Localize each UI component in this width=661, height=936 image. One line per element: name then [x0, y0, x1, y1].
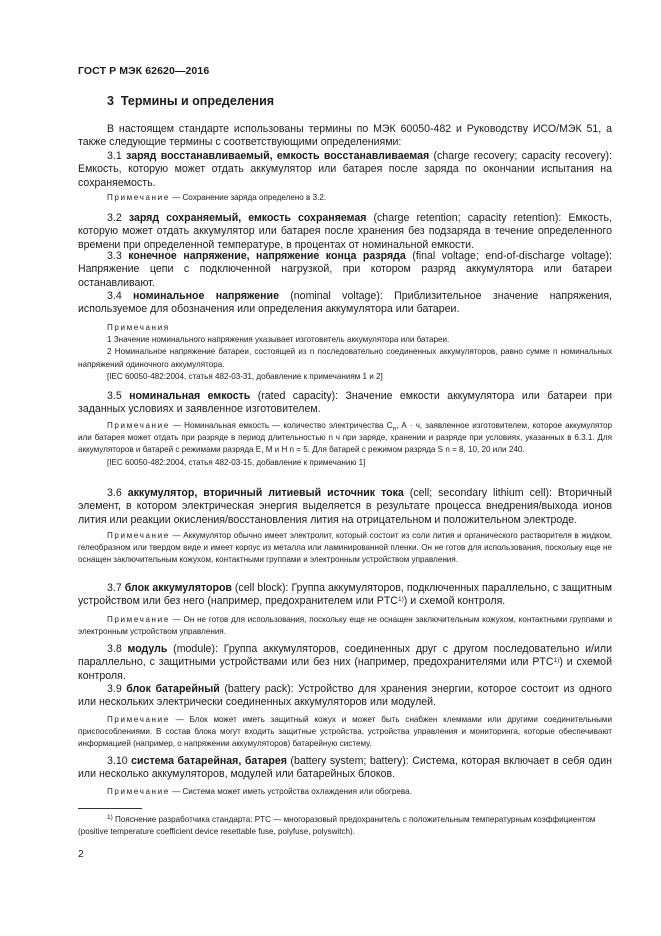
term-definition: (cell; secondary lithium cell): Вторичный элемент, в котором электрическая энергия выделяется в результате процесса внедрения/выхода ионов лития или реакции окисления/восстановления лития на отрицательном и положительном электроде.	[78, 487, 612, 526]
term-3-8	[78, 643, 612, 683]
term-3-2	[78, 212, 612, 252]
term-number: 3.6	[107, 487, 122, 499]
term-name: заряд сохраняемый, емкость сохраняемая	[128, 212, 367, 224]
term-number: 3.7	[107, 582, 122, 594]
intro-paragraph: В настоящем стандарте использованы термины по МЭК 60050-482 и Руководству ИСО/МЭК 51, а также следующие термины с соответствующими определениями:	[78, 123, 612, 149]
term-definition: (nominal voltage): Приблизительное значение напряжения, используемое для обозначения или определения аккумулятора или батареи.	[78, 290, 612, 316]
term-definition: (charge retention; capacity retention): Емкость, которую может отдать аккумулятор или батарея после хранения без подзаряда в течение определенного времени при определенной температуре, в процентах от номинальной емкости.	[78, 212, 612, 251]
note-text: — Сохранение заряда определено в 3.2.	[172, 193, 327, 202]
document-header: ГОСТ Р МЭК 62620—2016	[78, 65, 210, 77]
term-3-7	[78, 582, 612, 609]
term-3-4	[78, 290, 612, 317]
note-text: — Он не готов для использования, поскольку еще не оснащен заключительным кожухом, контактными группами и электронным устройством управления.	[78, 615, 612, 637]
term-definition: (battery system; battery): Система, которая включает в себя один или несколько аккумуляторов, модулей или батарейных блоков.	[78, 755, 612, 781]
term-name: номинальная емкость	[129, 390, 251, 402]
source-reference: [IEC 60050-482:2004, статья 482-03-31, добавление к примечаниям 1 и 2]	[107, 371, 383, 381]
term-3-5	[78, 390, 612, 417]
note-3-1	[78, 192, 612, 204]
term-name: номинальное напряжение	[133, 290, 279, 302]
note-label: Примечание	[107, 715, 170, 724]
footnote	[78, 814, 612, 838]
term-definition: (charge recovery; capacity recovery): Емкость, которую может отдать аккумулятор или батарея после заряда по окончании испытания на сохраняемость.	[78, 150, 612, 189]
term-name: заряд восстанавливаемый, емкость восстанавливаемая	[126, 150, 430, 162]
term-3-3	[78, 250, 612, 290]
note-3-9	[78, 714, 612, 751]
notes-label: Примечания	[107, 323, 170, 332]
term-number: 3.1	[107, 150, 122, 162]
term-number: 3.2	[107, 212, 122, 224]
term-definition-b: ) и схемой контроля.	[78, 656, 612, 682]
footnote-mark: 1)	[107, 814, 113, 821]
term-number: 3.10	[107, 755, 128, 767]
footnote-text: Пояснение разработчика стандарта: PTC — многоразовый предохранитель с положительным температурным коэффициентом (positive temperature coefficient device resettable fuse, polyfuse, polyswitch).	[78, 815, 596, 836]
note-label: Примечание	[107, 531, 170, 540]
term-number: 3.9	[107, 683, 122, 695]
note-label: Примечание	[107, 193, 170, 202]
term-number: 3.5	[107, 390, 122, 402]
note-label: Примечание	[107, 787, 170, 796]
page-number: 2	[78, 849, 84, 860]
note-text: — Система может иметь устройства охлаждения или обогрева.	[172, 787, 412, 796]
section-title: Термины и определения	[120, 94, 275, 108]
footnote-separator	[78, 808, 142, 809]
term-name: конечное напряжение, напряжение конца разряда	[128, 250, 406, 262]
note-label: Примечание	[107, 615, 170, 624]
source-reference: [IEC 60050-482:2004, статья 482-03-15, добавление к примечанию 1]	[107, 457, 366, 467]
note-3-7	[78, 614, 612, 638]
term-3-1	[78, 150, 612, 190]
term-definition: (rated capacity): Значение емкости аккумулятора или батареи при заданных условиях и заявленное изготовителем.	[78, 390, 613, 416]
section-number: 3	[107, 94, 114, 108]
note-text-b: , А · ч, заявленное изготовителем, которое аккумулятор или батарея может отдать при разряде в период длительностью n ч при заряде, хранении и разряде при условиях, указанных в 6.3.1. Для аккумуляторов и батарей с режимами разряда Е, М и Н n = 5. Для батарей с режимом разряда S n = 8, 10, 20 или 240.	[78, 421, 612, 455]
term-definition: (battery pack): Устройство для хранения энергии, которое состоит из одного или нескольких электрически соединенных аккумуляторов или модулей.	[78, 683, 612, 709]
term-number: 3.3	[107, 250, 122, 262]
note-3-6	[78, 530, 612, 567]
term-name: модуль	[127, 643, 168, 655]
term-name: аккумулятор, вторичный литиевый источник тока	[127, 487, 404, 499]
notes-3-4	[78, 322, 612, 383]
note-text-a: — Номинальная емкость — количество электричества C	[172, 421, 393, 430]
note-label: Примечание	[107, 421, 170, 430]
footnote-ref: 1)	[553, 657, 560, 665]
term-3-9	[78, 683, 612, 710]
term-number: 3.8	[107, 643, 122, 655]
footnote-ref: 1)	[397, 596, 404, 604]
term-definition-a: (cell block): Группа аккумуляторов, подключенных параллельно, с защитным устройством или без него (например, предохранителем или PTC	[78, 582, 612, 608]
term-number: 3.4	[107, 290, 122, 302]
note-2: 2 Номинальное напряжение батареи, состоящей из n последовательно соединенных аккумуляторов, равно сумме n номинальных напряжений одиночного аккумулятора.	[78, 347, 612, 369]
note-1: 1 Значение номинального напряжения указывает изготовитель аккумулятора или батареи.	[107, 335, 450, 345]
term-definition-a: (module): Группа аккумуляторов, соединенных друг с другом последовательно и/или параллельно, с защитными устройствами или без них (например, предохранителями или PTC	[78, 643, 612, 669]
term-definition: (final voltage; end-of-discharge voltage): Напряжение цепи с подключенной нагрузкой, при котором разряд аккумулятора или батареи останавливают.	[78, 250, 612, 289]
term-3-10	[78, 755, 612, 782]
note-3-5	[78, 420, 612, 469]
term-name: система батарейная, батарея	[131, 755, 287, 767]
term-name: блок аккумуляторов	[124, 582, 232, 594]
section-heading	[107, 94, 274, 108]
note-3-10	[78, 786, 612, 798]
note-subscript: n	[392, 425, 397, 433]
term-name: блок батарейный	[126, 683, 220, 695]
note-text: — Блок может иметь защитный кожух и может быть снабжен клеммами или другими соединительными приспособлениями. В состав блока могут входить защитные устройства, устройства управления и мониторинга, которые обеспечивают информацией (например, о напряжении аккумуляторов) батарейную систему.	[78, 715, 612, 749]
term-3-6	[78, 487, 612, 527]
term-definition-b: ) и схемой контроля.	[403, 595, 506, 608]
note-text: — Аккумулятор обычно имеет электролит, который состоит из соли лития и органического растворителя в жидком, гелеобразном или твердом виде и имеет корпус из металла или ламинированной пленки. Он не готов для использования, поскольку еще не оснащен заключительным кожухом, контактными группами и электронным устройством управления.	[78, 531, 613, 565]
